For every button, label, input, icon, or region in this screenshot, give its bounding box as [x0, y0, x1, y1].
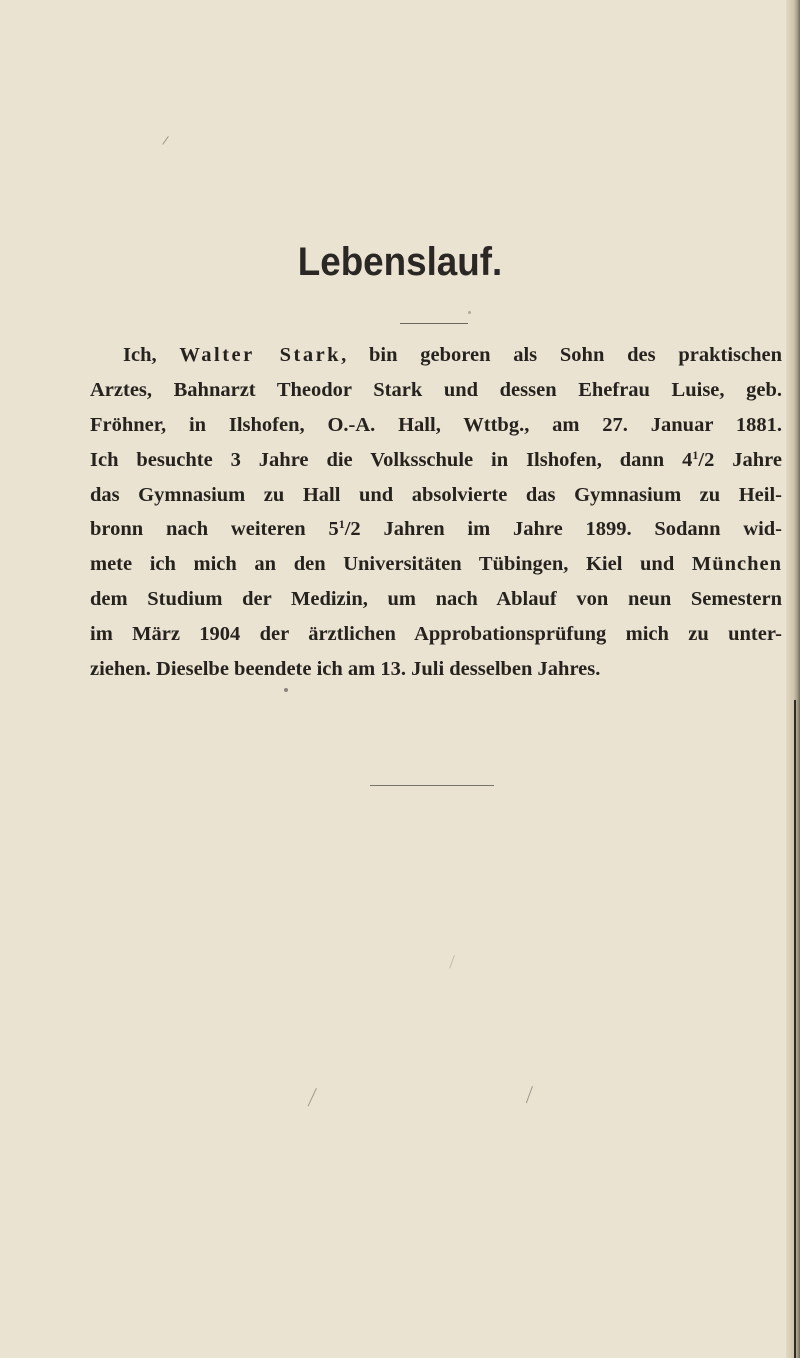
- line-text: im März 1904 der ärztlichen Approbationsprüfung mich zu unter-: [90, 623, 782, 646]
- paper-scratch: [162, 136, 169, 145]
- author-name: Walter Stark: [179, 344, 342, 366]
- line-text: bronn nach weiteren 5: [90, 518, 339, 541]
- text-line-6: [90, 512, 782, 547]
- line-text: Fröhner, in Ilshofen, O.-A. Hall, Wttbg., am 27. Januar 1881.: [90, 413, 782, 436]
- line-text: mete ich mich an den Universitäten Tübingen, Kiel und: [90, 553, 692, 576]
- text-line-9: [90, 617, 782, 652]
- text-line-10: [90, 652, 782, 687]
- line-text: dem Studium der Medizin, um nach Ablauf von neun Semestern: [90, 588, 782, 611]
- fraction-numerator: 1: [338, 517, 345, 532]
- fraction-slash: /: [344, 518, 351, 541]
- fraction-numerator: 1: [692, 447, 699, 462]
- page-title: Lebenslauf.: [297, 240, 503, 284]
- paper-scratch: [308, 1088, 317, 1107]
- line-text: Ich,: [123, 344, 180, 366]
- city-name: München: [691, 553, 782, 576]
- text-line-1: [90, 338, 782, 373]
- line-text: ziehen. Dieselbe beendete ich am 13. Juli desselben Jahres.: [90, 658, 601, 681]
- cv-paragraph: [90, 338, 782, 687]
- paper-scratch: [526, 1086, 533, 1103]
- paper-scratch: [449, 955, 455, 968]
- line-text: Ich besuchte 3 Jahre die Volksschule in Ilshofen, dann 4: [90, 448, 693, 471]
- text-line-3: [90, 408, 782, 443]
- fraction-slash: /: [698, 448, 705, 471]
- line-text: , bin geboren als Sohn des praktischen: [341, 344, 783, 366]
- text-line-7: [90, 547, 782, 582]
- text-line-5: [90, 478, 782, 513]
- closing-divider: [370, 785, 494, 786]
- title-divider: [400, 323, 468, 324]
- paper-speck: [284, 688, 288, 692]
- paper-speck: [468, 311, 471, 314]
- text-line-4: [90, 443, 782, 478]
- page-edge-shadow: [786, 0, 800, 1358]
- line-text: das Gymnasium zu Hall und absolvierte das Gymnasium zu Heil-: [90, 483, 782, 506]
- line-text: 2 Jahren im Jahre 1899. Sodann wid-: [350, 518, 782, 541]
- page-edge-line: [794, 700, 796, 1358]
- line-text: 2 Jahre: [704, 448, 782, 471]
- line-text: Arztes, Bahnarzt Theodor Stark und dessen Ehefrau Luise, geb.: [90, 378, 782, 401]
- text-line-2: [90, 373, 782, 408]
- text-line-8: [90, 582, 782, 617]
